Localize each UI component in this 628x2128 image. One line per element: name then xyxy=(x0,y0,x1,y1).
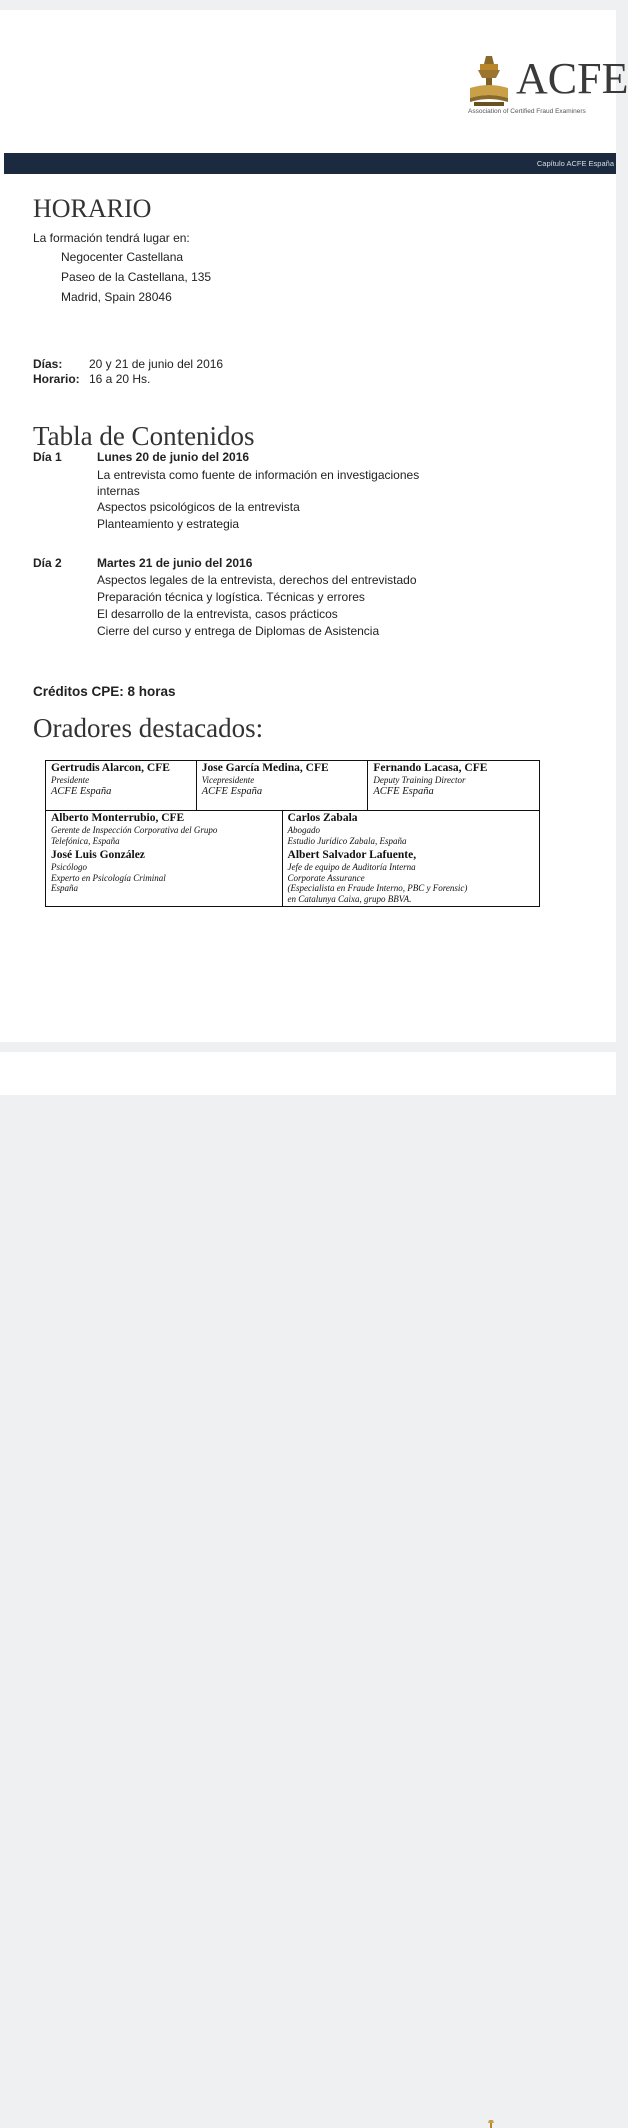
speaker-detail: en Catalunya Caixa, grupo BBVA. xyxy=(287,893,412,904)
speaker-cell xyxy=(46,848,283,907)
agenda-item: internas xyxy=(97,484,140,498)
speaker-name: Gertrudis Alarcon, CFE xyxy=(51,762,170,774)
next-page xyxy=(0,1052,616,1095)
header-band xyxy=(4,153,616,174)
agenda-item: Aspectos legales de la entrevista, derechos del entrevistado xyxy=(97,573,417,587)
venue-line: Negocenter Castellana xyxy=(61,250,184,264)
acfe-torch-book-icon xyxy=(466,54,512,108)
dias-label: Días: xyxy=(33,357,63,371)
day-date: Lunes 20 de junio del 2016 xyxy=(97,450,250,464)
day-label: Día 2 xyxy=(33,556,62,570)
contents-title: Tabla de Contenidos xyxy=(33,421,255,451)
speaker-cell xyxy=(282,848,539,907)
speaker-detail: (Especialista en Fraude Interno, PBC y Forensic) xyxy=(287,883,468,893)
logo-wordmark: ACFE xyxy=(516,54,628,103)
speaker-detail: Gerente de Inspección Corporativa del Grupo xyxy=(51,825,218,835)
logo-tagline: Association of Certified Fraud Examiners xyxy=(468,108,586,115)
speakers-row xyxy=(46,848,540,907)
speaker-name: Fernando Lacasa, CFE xyxy=(373,762,488,774)
agenda-item: Cierre del curso y entrega de Diplomas de Asistencia xyxy=(97,624,380,638)
agenda-item: Planteamiento y estrategia xyxy=(97,517,240,531)
venue-line: Paseo de la Castellana, 135 xyxy=(61,270,212,284)
venue-intro: La formación tendrá lugar en: xyxy=(33,231,190,245)
speaker-detail: Corporate Assurance xyxy=(287,872,365,883)
speaker-name: Alberto Monterrubio, CFE xyxy=(51,812,185,824)
agenda-item: Preparación técnica y logística. Técnicas y errores xyxy=(97,590,365,604)
speaker-cell xyxy=(46,811,283,849)
speaker-detail: Telefónica, España xyxy=(51,835,120,846)
speaker-role: Vicepresidente xyxy=(201,775,255,785)
speaker-detail: España xyxy=(51,883,78,893)
venue-line: Madrid, Spain 28046 xyxy=(61,290,172,304)
speaker-org: ACFE España xyxy=(201,785,263,797)
horario-title: HORARIO xyxy=(33,194,152,223)
speaker-org: ACFE España xyxy=(51,785,112,797)
agenda-item: La entrevista como fuente de información en investigaciones xyxy=(97,468,420,482)
horario-value: 16 a 20 Hs. xyxy=(89,372,151,386)
agenda-item: Aspectos psicológicos de la entrevista xyxy=(97,500,300,514)
agenda-item: El desarrollo de la entrevista, casos prácticos xyxy=(97,607,338,621)
dias-value: 20 y 21 de junio del 2016 xyxy=(89,357,224,371)
document-page xyxy=(0,10,628,1042)
speaker-detail: Abogado xyxy=(287,825,321,835)
speaker-role: Deputy Training Director xyxy=(373,775,466,785)
speaker-name: Carlos Zabala xyxy=(287,812,358,824)
speaker-detail: Jefe de equipo de Auditoría Interna xyxy=(287,862,416,872)
speaker-detail: Estudio Jurídico Zabala, España xyxy=(287,835,407,846)
day-label: Día 1 xyxy=(33,450,62,464)
speaker-name: Albert Salvador Lafuente, xyxy=(287,849,417,861)
speakers-title: Oradores destacados: xyxy=(33,713,264,743)
speakers-row xyxy=(46,761,540,811)
horario-label: Horario: xyxy=(33,372,80,386)
speaker-role: Presidente xyxy=(51,775,90,785)
speakers-row xyxy=(46,811,540,849)
speaker-cell xyxy=(196,761,368,811)
speaker-cell xyxy=(46,761,197,811)
speaker-name: José Luis González xyxy=(51,849,145,861)
speaker-detail: Experto en Psicología Criminal xyxy=(51,872,166,883)
acfe-logo-fragment-icon xyxy=(486,2120,496,2128)
cpe-credits: Créditos CPE: 8 horas xyxy=(33,684,176,699)
speaker-cell xyxy=(368,761,540,811)
speaker-org: ACFE España xyxy=(373,785,434,797)
speaker-detail: Psicólogo xyxy=(51,862,87,872)
chapter-label: Capítulo ACFE España xyxy=(536,159,614,168)
speaker-name: Jose García Medina, CFE xyxy=(201,762,329,774)
speaker-cell xyxy=(282,811,539,849)
day-date: Martes 21 de junio del 2016 xyxy=(97,556,253,570)
speakers-table xyxy=(45,760,540,907)
acfe-logo xyxy=(466,50,628,130)
